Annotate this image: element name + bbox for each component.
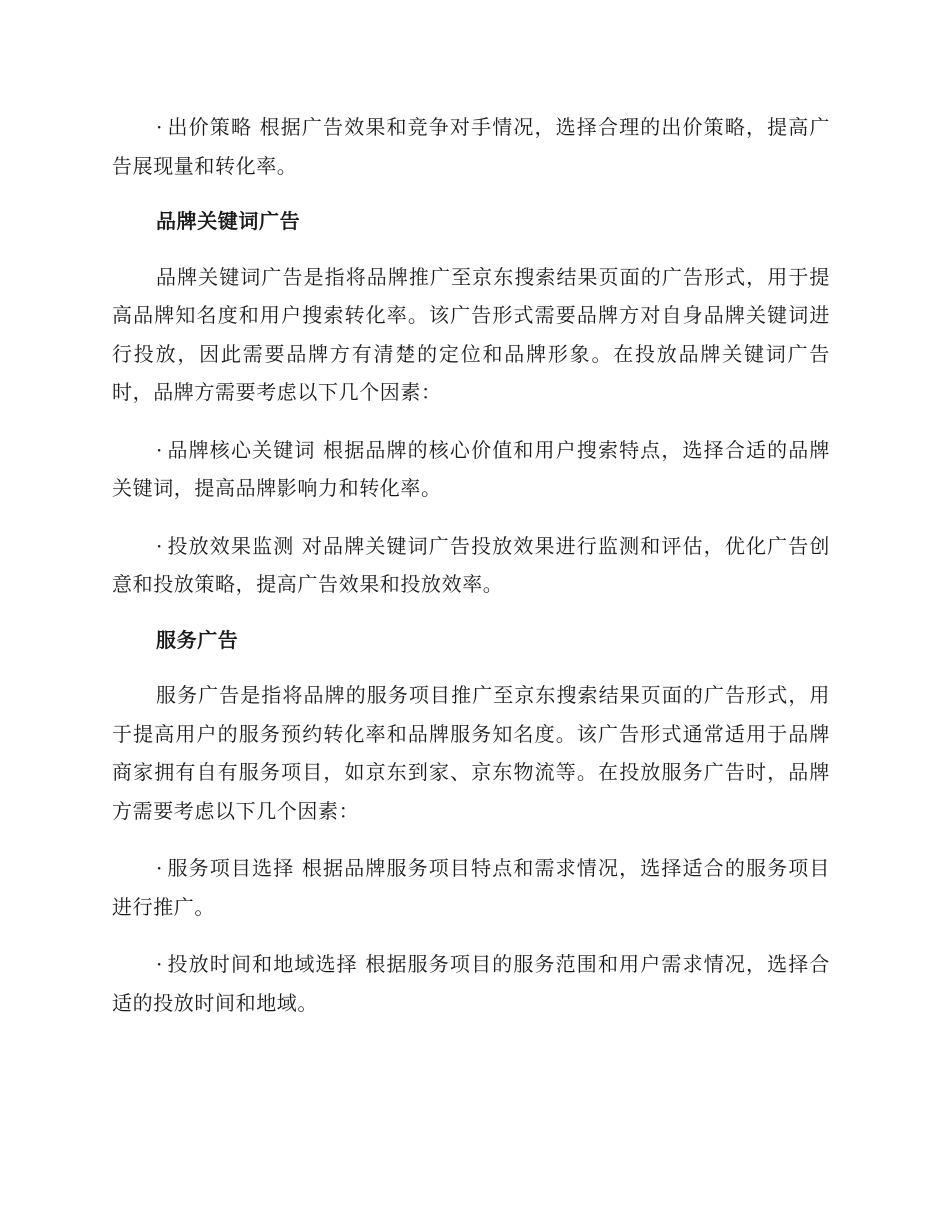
bullet-text: 根据品牌的核心价值和用户搜索特点，选择合适的品牌关键词，提高品牌影响力和转化率。 [112,437,831,500]
bullet-brand-core-keywords [112,431,830,508]
bullet-term: 服务项目选择 [166,856,295,880]
section-heading-service-ads: 服务广告 [156,627,239,652]
bullet-service-selection [112,849,830,926]
bullet-term: 投放效果监测 [166,533,295,558]
bullet-dot: · [156,533,163,558]
bullet-text: 对品牌关键词广告投放效果进行监测和评估，优化广告创意和投放策略，提高广告效果和投放效率。 [112,533,830,596]
bullet-dot: · [156,952,163,976]
bullet-effect-monitoring [112,527,830,604]
bullet-text: 根据广告效果和竞争对手情况，选择合理的出价策略，提高广告展现量和转化率。 [112,115,831,178]
paragraph-brand-keyword-ads: 品牌关键词广告是指将品牌推广至京东搜索结果页面的广告形式，用于提高品牌知名度和用户搜索转化率。该广告形式需要品牌方对自身品牌关键词进行投放，因此需要品牌方有清楚的定位和品牌形象。在投放品牌关键词广告时，品牌方需要考虑以下几个因素： [112,264,830,404]
bullet-dot: · [156,437,163,462]
bullet-time-region-selection [112,945,830,1022]
bullet-term: 投放时间和地域选择 [166,952,358,976]
bullet-bid-strategy [112,108,830,185]
bullet-text: 根据服务项目的服务范围和用户需求情况，选择合适的投放时间和地域。 [112,952,830,1015]
bullet-term: 品牌核心关键词 [166,437,316,462]
bullet-dot: · [156,115,163,139]
section-heading-brand-keyword-ads: 品牌关键词广告 [156,209,301,233]
bullet-term: 出价策略 [166,115,253,139]
bullet-text: 根据品牌服务项目特点和需求情况，选择适合的服务项目进行推广。 [112,856,830,919]
paragraph-service-ads: 服务广告是指将品牌的服务项目推广至京东搜索结果页面的广告形式，用于提高用户的服务预约转化率和品牌服务知名度。该广告形式通常适用于品牌商家拥有自有服务项目，如京东到家、京东物流等。在投放服务广告时，品牌方需要考虑以下几个因素： [112,683,830,823]
bullet-dot: · [156,856,163,880]
document-page [112,108,830,1022]
